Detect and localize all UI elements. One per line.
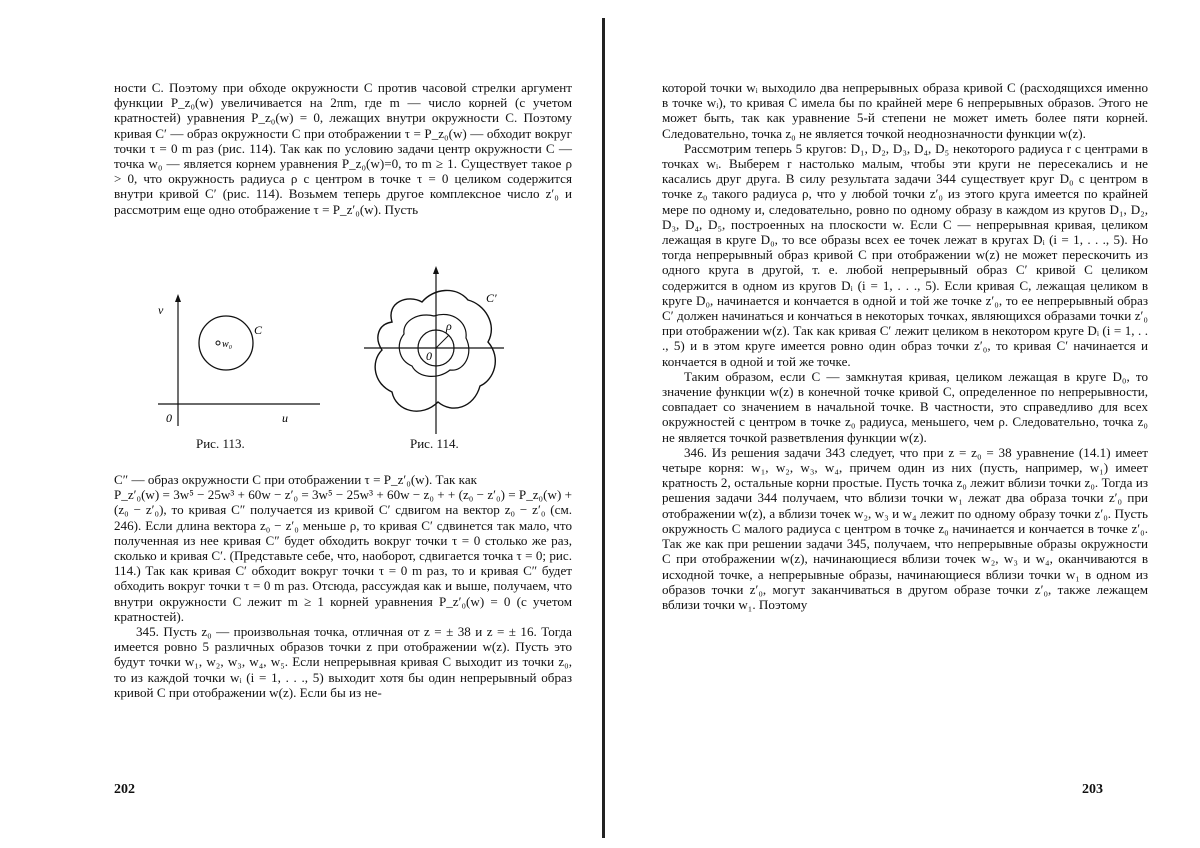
fig113-curve-label: C xyxy=(254,323,263,337)
paragraph: P_z′₀(w) = 3w⁵ − 25w³ + 60w − z′₀ = 3w⁵ − 25w³ + 60w − z₀ + + (z₀ − z′₀) = P_z₀(w) + (z₀ − z′₀), то кривая C″ получается из кривой C′ сдвигом на вектор z₀ − z′₀ (см. 246). Если длина вектора z₀ − z′₀ меньше ρ, то кривая C′ сдвинется так мало, что полученная из нее кривая C″ будет обходить вокруг точки τ = 0 столько же раз, сколько и кривая C′. (Представьте себе, что, наоборот, сдвигается точка τ = 0; рис. 114.) Так как кривая C′ обходит вокруг точки τ = 0 m раз, то и кривая C″ будет обходить вокруг точки τ = 0 m раз. Отсюда, рассуждая как и выше, получаем, что внутри окружности C лежит m ≥ 1 корней уравнения P_z′₀(w) = 0 (с учетом кратностей). xyxy=(114,487,572,624)
fig113-origin-label: 0 xyxy=(166,411,172,425)
page-number: 202 xyxy=(114,782,135,797)
left-bottom-text xyxy=(114,472,572,700)
figure-114-graphic xyxy=(356,262,506,440)
fig114-curve-label: C′ xyxy=(486,291,497,305)
figure-113-caption: Рис. 113. xyxy=(196,436,245,451)
fig114-radius-label: ρ xyxy=(446,319,452,333)
figure-114-caption: Рис. 114. xyxy=(410,436,459,451)
paragraph: 345. Пусть z₀ — произвольная точка, отличная от z = ± 38 и z = ± 16. Тогда имеется ровно 5 различных образов точки z при отображении w(z). Пусть это будут точки w₁, w₂, w₃, w₄, w₅. Если непрерывная кривая C выходит из точки z₀, то из каждой точки wᵢ (i = 1, . . ., 5) выходит хотя бы один непрерывный образ кривой C при отображении w(z). Если бы из не- xyxy=(114,624,572,700)
paragraph: ности C. Поэтому при обходе окружности C против часовой стрелки аргумент функции P_z₀(w) увеличивается на 2πm, где m — число корней (с учетом кратностей) уравнения P_z₀(w) = 0, лежащих внутри окружности C. Поэтому кривая C′ — образ окружности C при отображении τ = P_z₀(w) — обходит вокруг точки τ = 0 m раз (рис. 114). Так как по условию задачи центр окружности C — точка w₀ — является корнем уравнения P_z₀(w)=0, то m ≥ 1. Существует такое ρ > 0, что окружность радиуса ρ с центром в точке τ = 0 целиком содержится внутри кривой C′ (рис. 114). Возьмем теперь другое комплексное число z′₀ и рассмотрим еще одно отображение τ = P_z′₀(w). Пусть xyxy=(114,80,572,217)
paragraph: Рассмотрим теперь 5 кругов: D₁, D₂, D₃, D₄, D₅ некоторого радиуса r с центрами в точках wᵢ. Выберем r настолько малым, чтобы эти круги не пересекались и не касались друг друга. В силу результата задачи 344 существует круг D₀ с центром в точке z₀ такого радиуса ρ, что у любой точки z′₀ из этого круга имеется по крайней мере по одному и, следовательно, ровно по одному образу в каждом из кругов D₁, D₂, D₃, D₄, D₅, построенных на плоскости w. Если C — непрерывная кривая, целиком лежащая в круге D₀, то все образы всех ее точек лежат в кругах Dᵢ (i = 1, . . ., 5). Но тогда непрерывный образ кривой C при отображении w(z) не может перескочить из одного круга в другой, т. е. любой непрерывный образ C′ кривой C целиком содержится в одном из кругов Dᵢ (i = 1, . . ., 5). Если кривая C, лежащая целиком в круге D₀, начинается и кончается в одной и той же точке z′₀, то ее непрерывный образ C′ должен начинаться и кончаться в некоторых точках, являющихся образами точки z′₀ при отображении w(z). Так как кривая C′ лежит целиком в некотором круге Dᵢ (i = 1, . . ., 5) и в этом круге имеется ровно один образ точки z′₀, то кривая C′ начинается и кончается в одной и той же точке. xyxy=(662,140,1148,369)
paragraph: 346. Из решения задачи 343 следует, что при z = z₀ = 38 уравнение (14.1) имеет четыре корня: w₁, w₂, w₃, w₄, причем один из них (пусть, например, w₁) имеет кратность 2, остальные корни простые. Пусть точка z₀ лежит вблизи точки z₀. Тогда из решения задачи 344 получаем, что вблизи точки w₁ лежат два образа точки z′₀ при отображении w(z), а вблизи точек w₂, w₃ и w₄ лежит по одному образу точки z′₀. Пусть окружность C малого радиуса с центром в точке z₀ начинается и кончается в точке z′₀. Так же как при решении задачи 345, получаем, что непрерывные образы окружности C при отображении w(z), начинающиеся вблизи точек w₂, w₃ и w₄, оканчиваются в исходной точке, а непрерывные образы, начинающиеся вблизи точки w₁ в одном из образов точки z′₀, могут заканчиваться в другом образе точки z′₀, также лежащем вблизи точки w₁. Поэтому xyxy=(662,444,1148,612)
book-spine xyxy=(602,18,605,838)
fig113-center-label: w₀ xyxy=(222,339,233,350)
right-page xyxy=(608,0,1200,848)
paragraph: которой точки wᵢ выходило два непрерывных образа кривой C (расходящихся именно в точке wᵢ), то кривая C имела бы по крайней мере 6 непрерывных образов. Этого не может быть, так как уравнение 5-й степени не может иметь более пяти корней. Следовательно, точка z₀ не является точкой неоднозначности функции w(z). xyxy=(662,80,1148,141)
figure-114 xyxy=(356,262,506,440)
fig114-origin-label: 0 xyxy=(426,349,432,363)
left-top-text xyxy=(114,80,572,217)
figure-113-graphic xyxy=(148,286,328,436)
figure-113 xyxy=(148,286,328,436)
fig113-v-label: v xyxy=(158,303,164,317)
paragraph: C″ — образ окружности C при отображении τ = P_z′₀(w). Так как xyxy=(114,472,477,487)
paragraph: Таким образом, если C — замкнутая кривая, целиком лежащая в круге D₀, то значение функции w(z) в конечной точке кривой C, определенное по непрерывности, совпадает со значением в начальной точке. В частности, это справедливо для всех окружностей с центром в точке z₀ радиуса, меньшего, чем ρ. Следовательно, точка z₀ не является точкой разветвления функции w(z). xyxy=(662,368,1148,445)
right-text xyxy=(662,80,1148,612)
fig113-u-label: u xyxy=(282,411,288,425)
page-number: 203 xyxy=(1082,782,1103,797)
